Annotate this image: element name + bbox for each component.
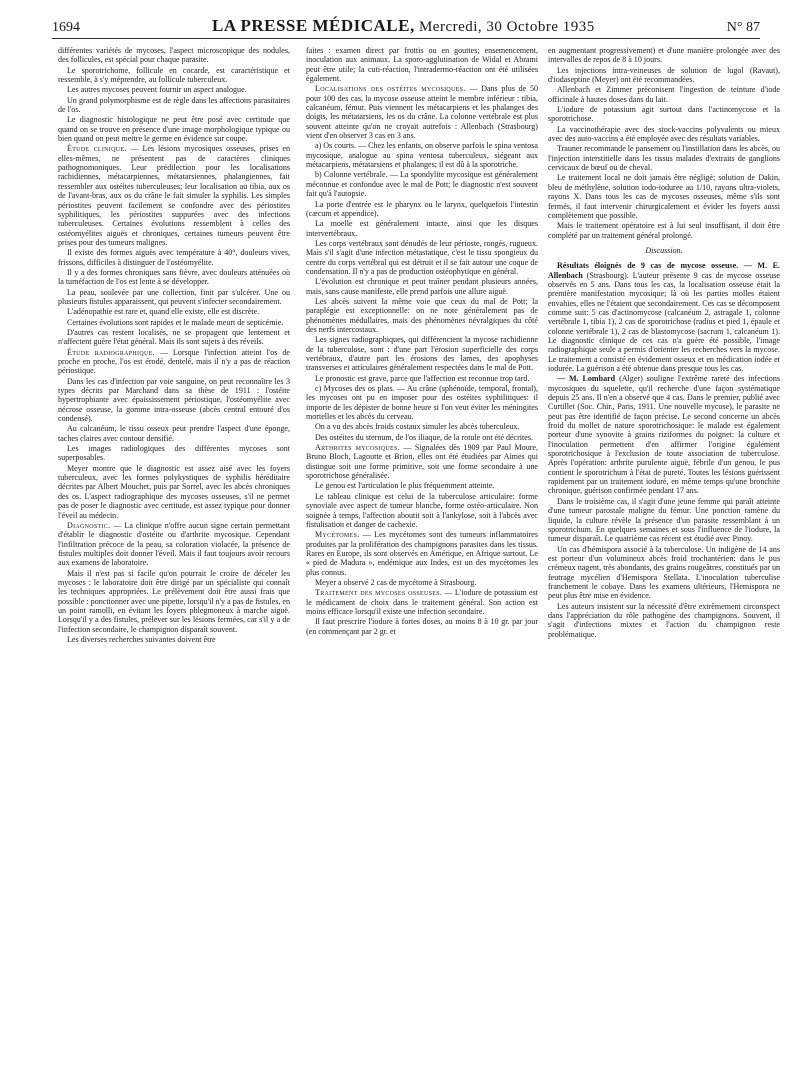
paragraph-text: Les signes radiographiques, qui différencient la mycose rachidienne de la tuberculose, sont : d'une part l'érosion superficielle des corps vertébraux, d'autre part les érosions des lames, des apophyses transverses et articulaires généralement respectées dans le mal de Pott. bbox=[306, 335, 538, 373]
paragraph bbox=[58, 464, 290, 520]
paragraph-text: Les abcès suivent la même voie que ceux du mal de Pott; la paraplégie est exceptionnelle: on ne note généralement pas de phénomènes médullaires, mais des phénomènes névralgiques du côté des nerfs intercostaux. bbox=[306, 296, 538, 334]
paragraph bbox=[548, 144, 780, 172]
section-heading: Arthrites mycosiques. bbox=[315, 443, 400, 453]
paragraph bbox=[306, 200, 538, 219]
paragraph bbox=[306, 239, 538, 276]
paragraph bbox=[58, 248, 290, 267]
section-heading: Mycétomes. bbox=[315, 530, 360, 540]
paragraph-text: Les auteurs insistent sur la nécessité d'être extrêmement circonspect dans l'appréciation du rôle pathogène des champignons. Souvent, il s'agit d'infections mixtes et l'action du champignon reste problématique. bbox=[548, 601, 780, 639]
paragraph bbox=[58, 46, 290, 65]
paragraph bbox=[58, 96, 290, 115]
paragraph-text: La porte d'entrée est le pharynx ou le larynx, quelquefois l'intestin (cæcum et appendice). bbox=[306, 199, 538, 218]
section-heading: Localisations des ostéites mycosiques. bbox=[315, 84, 466, 94]
paragraph-text: Meyer montre que le diagnostic est assez aisé avec les foyers tuberculeux, avec les formes polykystiques de syphilis héréditaire décrites par Albert Mouchet, puis par Sorrel, avec les abcès chroniques des os. L'aspect radiographique des mycoses osseuses, s'il ne permet pas de poser le diagnostic avec certitude, est assez typique pour donner l'éveil au médecin. bbox=[58, 463, 290, 520]
paragraph bbox=[548, 85, 780, 104]
paragraph bbox=[548, 46, 780, 65]
paragraph bbox=[58, 424, 290, 443]
section-heading: — M. Lombard bbox=[557, 374, 616, 384]
paragraph bbox=[548, 66, 780, 85]
paragraph bbox=[548, 105, 780, 124]
paragraph-text: Les injections intra-veineuses de solution de lugol (Ravaut), d'iodaseptine (Meyer) ont été recommandées. bbox=[548, 65, 780, 85]
paragraph bbox=[306, 578, 538, 587]
paragraph bbox=[548, 246, 780, 255]
section-heading: Traitement des mycoses osseuses. bbox=[315, 588, 443, 598]
paragraph-text: Le sporotrichome, follicule en cocarde, est caractéristique et ressemble, à s'y méprendre, au follicule tuberculeux. bbox=[58, 65, 290, 85]
paragraph-text: Allenbach et Zimmer préconisent l'ingestion de teinture d'iode officinale à hautes doses dans du lait. bbox=[548, 85, 780, 104]
paragraph-text: Meyer a observé 2 cas de mycétome à Strasbourg. bbox=[315, 577, 477, 587]
paragraph bbox=[58, 85, 290, 94]
section-heading: Résultats éloignés de 9 cas de mycose osseuse. — M. E. Allenbach bbox=[548, 261, 780, 280]
paragraph-text: — Lorsque l'infection atteint l'os de proche en proche, l'os est érodé, dentelé, mais il n'y a pas de réaction périostique. bbox=[58, 347, 290, 376]
paragraph-text: — Dans plus de 50 pour 100 des cas, la mycose osseuse atteint le membre inférieur : tibia, calcanéum, fémur. Puis viennent les métacarpiens et les phalanges des doigts, les métatarsiens, les os du crâne. La colonne vertébrale est plus souvent atteinte qu'on ne croyait autrefois : Allenbach (Strasbourg) vient d'en observer 3 cas en 3 ans. bbox=[306, 84, 538, 141]
paragraph bbox=[306, 141, 538, 169]
paragraph-text: Le pronostic est grave, parce que l'affection est reconnue trop tard. bbox=[315, 373, 530, 383]
section-heading: Diagnostic. bbox=[67, 520, 111, 530]
paragraph bbox=[548, 173, 780, 220]
paragraph-text: Le traitement local ne doit jamais être négligé; solution de Dakin, bleu de méthylène, solution iodo-ioduree au 1/10, rayons ultra-violets, rayons X. Dans tous les cas de mycoses osseuses, même s'ils sont fermés, il faut intervenir chirurgicalement et évider les foyers aussi complètement que possible. bbox=[548, 173, 780, 220]
paragraph bbox=[306, 384, 538, 421]
paragraph-text: (Alger) souligne l'extrême rareté des infections mycosiques du squelette, qu'il recherche d'une façon systématique depuis 25 ans. Il n'en a observé que 4 cas. Dans le premier, publié avec Curtillet (Soc. Chir., Paris, 1911. Une nouvelle mycose), le parasite ne peut pas être identifié de façon précise. Le second concerne un abcès froid du mollet de nature sporotrichosique: le malade est également porteur d'une synovite à grains riziformes du poignet: la culture et l'inoculation permettent d'en affirmer l'origine également sporotrichosique à l'exclusion de toute association de tuberculose. Après l'opération: arthrite purulente aiguë, fébrile d'un genou, le pus contient le sporotrichum à l'état de pureté. Toutes les lésions guérissent rapidement par un traitement ioduré, en même temps qu'une bronchite chronique, guérison confirmée pendant 17 ans. bbox=[548, 374, 780, 496]
paragraph-text: Discussion. bbox=[645, 245, 683, 255]
header-rule bbox=[52, 38, 760, 39]
paragraph-text: La moelle est généralement intacte, ainsi que les disques intervertébraux. bbox=[306, 219, 538, 238]
paragraph-text: Un grand polymorphisme est de règle dans les affections parasitaires de l'os. bbox=[58, 95, 290, 115]
paragraph bbox=[306, 422, 538, 431]
issue-number: N° 87 bbox=[726, 20, 760, 35]
paragraph-text: Mais le traitement opératoire est à lui seul insuffisant, il doit être complété par un traitement général prolongé. bbox=[548, 221, 780, 240]
paragraph-text: L'évolution est chronique et peut traîner pendant plusieurs années, mais, sans cause manifeste, elle prend parfois une allure aiguë. bbox=[306, 277, 538, 296]
column-middle bbox=[306, 46, 538, 1052]
paragraph-text: Le diagnostic histologique ne peut être posé avec certitude que quand on se trouve en présence d'une image morphologique typique ou bien quand on peut mettre le germe en évidence sur coupe. bbox=[58, 115, 290, 144]
paragraph bbox=[548, 602, 780, 639]
paragraph bbox=[548, 261, 780, 373]
paragraph-text: Les images radiologiques des différentes mycoses sont superposables. bbox=[58, 444, 290, 463]
paragraph bbox=[306, 443, 538, 480]
paragraph-text: — Signalées dès 1909 par Paul Moure, Bruno Bloch, Lagoutte et Brion, elles ont été étudiées par Aimes qui distingue soit une forme primitive, soit une forme secondaire à une sporotrichose généralisée. bbox=[306, 443, 538, 481]
paragraph-text: Un cas d'hémispora associé à la tuberculose. Un indigène de 14 ans est porteur d'un volumineux abcès froid trochantérien: dans le pus crémeux nagent, très abondants, des grains rougeâtres, constitués par un feutrage mycélien d'Hemispora Stellata. L'inoculation tuberculise franchement le cobaye. Dans les examens ultérieurs, l'Hemispora ne peut plus être mise en évidence. bbox=[548, 544, 780, 601]
paragraph bbox=[306, 530, 538, 577]
paragraph bbox=[58, 328, 290, 347]
column-right bbox=[548, 46, 780, 1052]
paragraph-text: Mais il n'est pas si facile qu'on pourrait le croire de déceler les mycoses : le laboratoire doit être dirigé par un spécialiste qui connaît les techniques appropriées. Le prélèvement doit être aussi frais que possible : ponctionner avec une pipette, lorsqu'il n'y a pas de fistules, en un point ramolli, en évitant les foyers phlegmoneux à marche aiguë. Lorsqu'il y a des fistules, prélever sur les lésions fermées, car s'il y a de l'infection secondaire, le champignon disparaît souvent. bbox=[58, 568, 290, 634]
paragraph bbox=[306, 170, 538, 198]
paragraph bbox=[548, 125, 780, 144]
paragraph bbox=[306, 277, 538, 296]
paragraph-text: Il existe des formes aiguës avec température à 40°, douleurs vives, frissons, difficiles à distinguer de l'ostéomyélite. bbox=[58, 248, 290, 267]
issue-date: Mercredi, 30 Octobre 1935 bbox=[418, 19, 595, 35]
paragraph-text: Au calcanéum, le tissu osseux peut prendre l'aspect d'une éponge, taches claires avec contour densifié. bbox=[58, 424, 290, 443]
paragraph bbox=[58, 569, 290, 634]
paragraph bbox=[548, 497, 780, 544]
paragraph-text: Certaines évolutions sont rapides et le malade meurt de septicémie. bbox=[67, 317, 284, 327]
paragraph-text: c) Mycoses des os plats. — Au crâne (sphénoïde, temporal, frontal), les mycoses ont pu en imposer pour des ostéites syphilitiques: il importe de les dépister de bonne heure si l'on veut éviter les méningites mortelles et les abcès du cerveau. bbox=[306, 384, 538, 422]
paragraph bbox=[58, 377, 290, 424]
paragraph bbox=[58, 318, 290, 327]
page-number: 1694 bbox=[52, 20, 80, 35]
paragraph bbox=[548, 545, 780, 601]
paragraph bbox=[306, 617, 538, 636]
paragraph bbox=[306, 84, 538, 140]
paragraph-text: La peau, soulevée par une collection, finit par s'ulcérer. Une ou plusieurs fistules apparaissent, qui peuvent s'infecter secondairement. bbox=[58, 287, 290, 306]
paragraph bbox=[548, 374, 780, 495]
paragraph-text: Dans les cas d'infection par voie sanguine, on peut reconnaître les 3 types décrits par Marchand dans sa thèse de 1911 : l'ostéite hypertrophiante avec épaississement périostique, l'ostéomyélite avec nécrose osseuse, la gomme intra-osseuse (abcès central entouré d'os condensé). bbox=[58, 376, 290, 424]
running-title bbox=[212, 16, 595, 36]
paragraph bbox=[58, 288, 290, 307]
paragraph-text: Le genou est l'articulation le plus fréquemment atteinte. bbox=[315, 481, 495, 491]
paragraph-text: Les corps vertébraux sont dénudés de leur périoste, rongés, rugueux. Mais s'il s'agit d'une infection métastatique, c'est le tissu spongieux du centre du corps vertébral qui est détruit et il se fait autour une coque de condensation. Il n'y a pas de production ostéophytique en général. bbox=[306, 238, 538, 276]
paragraph-text: Les autres mycoses peuvent fournir un aspect analogue. bbox=[67, 85, 247, 95]
journal-name: LA PRESSE MÉDICALE, bbox=[212, 16, 415, 35]
paragraph-text: Trauner recommande le pansement ou l'instillation dans les abcès, ou l'injection interstitielle dans les tissus malades d'extraits de ganglions cervicaux de bœuf ou de cheval. bbox=[548, 144, 780, 173]
paragraph bbox=[548, 221, 780, 240]
paragraph-text: (Strasbourg). L'auteur présente 9 cas de mycose osseuse observés en 5 ans. Dans tous les cas, la localisation osseuse était la première manifestation mycosique; là où les parties molles étaient envahies, elles ne l'étaient que secondairement. Ces cas se décomposent comme suit: 5 cas d'actinomycose (calcanéum 2, astragale 1, colonne vertébrale 1, tibia 1), 2 cas de sporotrichose (radius et pied 1, épaule et colonne vertébrale 1), 2 cas de blastomycose (sacrum 1, calcanéum 1). Le diagnostic clinique de ces cas n'a guère été possible, l'image radiographique seule a permis d'orienter les recherches vers la mycose. Le traitement a consisté en évidement osseux et en médication iodée et iodurée. La guérison a été obtenue dans presque tous les cas. bbox=[548, 270, 780, 373]
paragraph-text: Dans le troisième cas, il s'agit d'une jeune femme qui paraît atteinte d'une tumeur parostale maligne du fémur. Une ponction ramène du liquide, la culture révèle la présence d'un parasite ressemblant à un sporotrichum. En quelques semaines et sous l'influence de l'iodure, la tumeur disparaît. Le quatrième cas récent est étudié avec Pinoy. bbox=[548, 496, 780, 544]
paragraph-text: La vaccinothérapie avec des stock-vaccins polyvalents ou mieux avec des auto-vaccins a été employée avec des résultats variables. bbox=[548, 124, 780, 144]
paragraph bbox=[306, 219, 538, 238]
paragraph bbox=[306, 46, 538, 83]
paragraph bbox=[58, 115, 290, 143]
paragraph bbox=[58, 66, 290, 85]
paragraph-text: — La clinique n'offre aucun signe certain permettant d'établir le diagnostic d'ostéite ou d'arthrite mycosique. Cependant l'infiltration précoce de la peau, sa coloration violacée, la présence de fistules multiples doit donner l'éveil. Mais il faut toujours avoir recours aux examens de laboratoire. bbox=[58, 520, 290, 568]
paragraph bbox=[58, 635, 290, 644]
paragraph bbox=[58, 348, 290, 376]
paragraph bbox=[58, 444, 290, 463]
paragraph-text: en augmentant progressivement) et d'une manière prolongée avec des intervalles de repos de 8 à 10 jours. bbox=[548, 46, 780, 65]
paragraph-text: L'iodure de potassium agit surtout dans l'actinomycose et la sporotrichose. bbox=[548, 105, 780, 124]
paragraph bbox=[58, 268, 290, 287]
paragraph bbox=[58, 521, 290, 568]
paragraph-text: Il faut prescrire l'iodure à fortes doses, au moins 8 à 10 gr. par jour (en commençant par 2 gr. et bbox=[306, 617, 538, 636]
paragraph-text: faites : examen direct par frottis ou en gouttes; ensemencement, inoculation aux animaux. La sporo-agglutination de Widal et Abrami peut être utile; la cuti-réaction, l'intradermo-réaction ont été utilisées également. bbox=[306, 46, 538, 84]
paragraph-text: Les diverses recherches suivantes doivent être bbox=[67, 634, 216, 644]
paragraph-text: a) Os courts. — Chez les enfants, on observe parfois le spina ventosa mycosique, analogue au spina ventosa tuberculeux, siégeant aux métacarpiens, métatarsiens et phalanges; il est dû à la sporotriche. bbox=[306, 141, 538, 170]
paragraph-text: — Les mycétomes sont des tumeurs inflammatoires produites par la prolifération des champignons parasites dans les tissus. Rares en Europe, ils sont observés en Amérique, en Afrique surtout. Le « pied de Madura », endémique aux Indes, est un des mycétomes les plus connus. bbox=[306, 530, 538, 577]
paragraph bbox=[306, 588, 538, 616]
paragraph bbox=[306, 481, 538, 490]
paragraph-text: b) Colonne vertébrale. — La spondylite mycosique est généralement méconnue et confondue avec le mal de Pott; le diagnostic n'est souvent fait qu'à l'autopsie. bbox=[306, 170, 538, 199]
paragraph bbox=[306, 335, 538, 372]
paragraph bbox=[306, 297, 538, 334]
section-heading: Étude radiographique. bbox=[67, 347, 155, 357]
paragraph-text: Des ostéites du sternum, de l'os iliaque, de la rotule ont été décrites. bbox=[315, 432, 533, 442]
paragraph bbox=[306, 374, 538, 383]
section-heading: Étude clinique. bbox=[67, 144, 127, 154]
paragraph bbox=[306, 433, 538, 442]
paragraph-text: — Les lésions mycosiques osseuses, prises en elles-mêmes, ne présentent pas de caractères cliniques pathognomoniques. Leur prédilection pour les localisations rachidiennes, métacarpiennes, métatarsiennes, phalangiennes, fait ressembler aux ostéites tuberculeuses; leur localisation au tibia, aux os de l'avant-bras, aux os du crâne le fait simuler la syphilis. Les simples périostites peuvent facilement se confondre avec des périostites syphilitiques, les périostites suppurées avec des infections tuberculeuses. Certaines évolutions ressemblent à celles des ostéomyélites aiguës et chroniques, certaines tumeurs peuvent être prises pour des tumeurs malignes. bbox=[58, 144, 290, 247]
paragraph bbox=[58, 307, 290, 316]
paragraph-text: Le tableau clinique est celui de la tuberculose articulaire: forme synoviale avec aspect de tumeur blanche, forme ostéo-articulaire. Non soignée à temps, l'affection aboutit soit à l'ankylose, soit à l'abcès avec fistulisation et danger de cachexie. bbox=[306, 491, 538, 529]
paragraph-text: différentes variétés de mycoses, l'aspect microscopique des nodules, des follicules, est spécial pour chaque parasite. bbox=[58, 46, 290, 65]
paragraph-text: D'autres cas restent localisés, ne se propagent que lentement et n'affectent guère l'état général. Mais ils sont sujets à des réveils. bbox=[58, 327, 290, 347]
paragraph-text: Il y a des formes chroniques sans fièvre, avec douleurs atténuées où la tuméfaction de l'os est lente à se développer. bbox=[58, 267, 290, 287]
paragraph-text: On a vu des abcès froids costaux simuler les abcès tuberculeux. bbox=[315, 422, 520, 432]
page-header bbox=[52, 16, 760, 38]
paragraph-text: — L'iodure de potassium est le médicament de choix dans le traitement général. Son action est moins efficace lorsqu'il existe une infection secondaire. bbox=[306, 588, 538, 616]
column-left bbox=[58, 46, 290, 1052]
paragraph bbox=[306, 492, 538, 529]
paragraph-text: L'adénopathie est rare et, quand elle existe, elle est discrète. bbox=[67, 307, 260, 317]
paragraph bbox=[58, 144, 290, 247]
